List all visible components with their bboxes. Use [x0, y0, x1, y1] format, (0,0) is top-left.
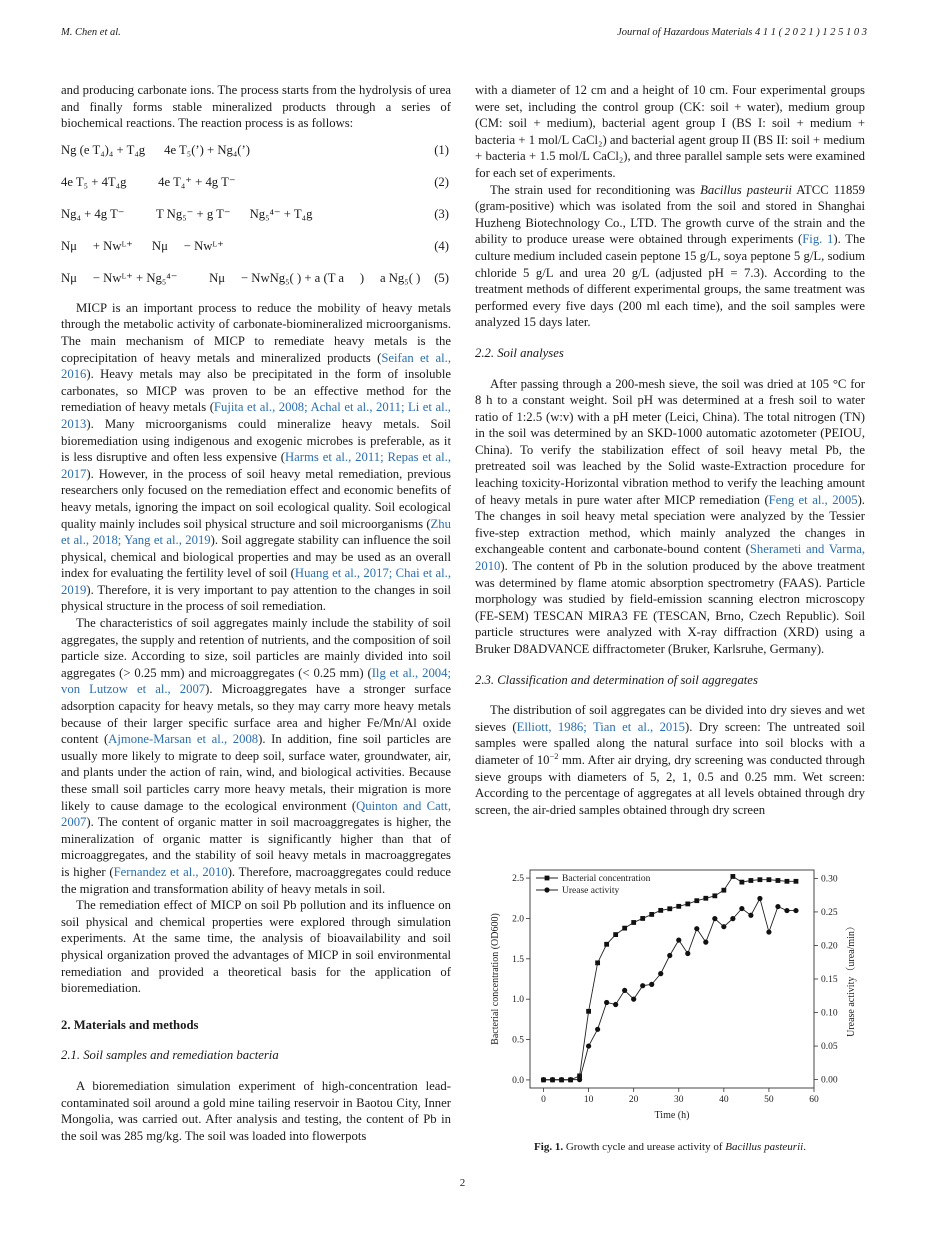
data-point-square: [694, 898, 699, 903]
legend-label: Urease activity: [562, 886, 620, 896]
citation-link[interactable]: Elliott, 1986; Tian et al., 2015: [516, 719, 685, 734]
data-point-circle: [631, 997, 636, 1002]
data-point-square: [785, 879, 790, 884]
pots-paragraph: with a diameter of 12 cm and a height of 10 cm. Four experimental groups were set, including the control group (CK: soil + water), medium group (CM: soil + medium), bacterial agent group I (BS I: soil + medium + bacteria + 1 mol/L CaCl₂) and bacterial agent group II (BS II: soil + medium + bacteria + 1.5 mol/L CaCl₂), and three parallel sample sets were examined for each set of experiments.: [475, 83, 865, 180]
y-tick-label: 2.0: [512, 914, 524, 925]
aggregates-paragraph: The characteristics of soil aggregates mainly include the stability of soil aggregates, the supply and retention of nutrients, and the composition of soil particle size. According to size, soil particles are mainly divided into soil aggregates (> 0.25 mm) and microaggregates (< 0.25 mm) (Ilg et al., 2004; von Lutzow et al., 2007). Microaggregates have a stronger surface adsorption capacity for heavy metals, so they may carry more heavy metals because of their larger specific surface area and higher Fe/Mn/Al oxide content (Ajmone-Marsan et al., 2008). In addition, fine soil particles are usually more likely to migrate to deep soil, surface water, groundwater, air, and plants under the action of rain, wind, and biological activities. Because these small soil particles carry more heavy metals, their migration is more likely to cause damage to the ecological environment (Quinton and Catt, 2007). The content of organic matter in soil macroaggregates is higher, the mineralization of organic matter is significantly higher than that of microaggregates, and the stability of soil heavy metals in macroaggregates is higher (Fernandez et al., 2010). Therefore, macroaggregates could reduce the migration and transformation ability of heavy metals in soil.: [61, 616, 451, 896]
y2-tick-label: 0.30: [821, 874, 838, 885]
figure-caption: Fig. 1. Growth cycle and urease activity of Bacillus pasteurii.: [534, 1141, 806, 1153]
x-tick-label: 20: [628, 1095, 639, 1105]
series-line-2: [544, 899, 796, 1080]
y-tick-label: 0.5: [512, 1035, 524, 1046]
equation-number: (5): [434, 270, 449, 285]
data-point-square: [586, 1009, 591, 1014]
plot-frame: [530, 870, 814, 1088]
data-point-square: [721, 888, 726, 893]
data-point-square: [794, 879, 799, 884]
y2-tick-label: 0.00: [821, 1075, 838, 1086]
micp-paragraph: MICP is an important process to reduce the mobility of heavy metals through the metabolic activity of carbonate-biomineralized microorganisms. The main mechanism of MICP to remediate heavy metals is the coprecipitation of heavy metals and mineralized products (Seifan et al., 2016). Heavy metals may also be precipitated in the form of insoluble carbonates, so MICP was proven to be an effective method for the remediation of heavy metals (Fujita et al., 2008; Achal et al., 2011; Li et al., 2013). Many microorganisms could mineralize heavy metals. Soil bioremediation using indigenous and exogenic microbes is preferable, as it is less disruptive and often less expensive (Harms et al., 2011; Repas et al., 2017). However, in the process of soil heavy metal remediation, previous researchers only focused on the remediation effect and economic benefits of heavy metals, ignoring the impact on soil ecological quality. Soil ecological quality mainly includes soil physical structure and soil microorganisms (Zhu et al., 2018; Yang et al., 2019). Soil aggregate stability can influence the soil physical, chemical and biological properties and may be used as an overall index for evaluating the fertility level of soil (Huang et al., 2017; Chai et al., 2019). Therefore, it is very important to pay attention to the changes in soil physical structure in the process of soil remediation.: [61, 300, 451, 614]
equation-text: 4e T₅ + 4T₄g 4e T₄⁺ + 4g T⁻: [61, 174, 236, 189]
equation-text: Ng₄ + 4g T⁻ T Ng₅⁻ + g T⁻ Ng₅⁴⁻ + T₄g: [61, 206, 313, 221]
equation-text: Nμ − Nwᴸ⁺ + Ng₅⁴⁻ Nμ − NwNg₅( ) + a (T a ) a Ng₅( ): [61, 270, 421, 285]
running-header-journal: Journal of Hazardous Materials 4 1 1 ( 2 0 2 1 ) 1 2 5 1 0 3: [617, 27, 867, 38]
x-tick-label: 40: [719, 1095, 729, 1105]
section-heading-materials: 2. Materials and methods: [61, 1017, 199, 1032]
y-tick-label: 0.0: [512, 1075, 524, 1086]
equation-text: Ng (e T₄)₄ + T₄g 4e T₅(’) + Ng₄(’): [61, 142, 250, 157]
y-tick-label: 1.5: [512, 954, 524, 965]
data-point-circle: [640, 983, 645, 988]
data-point-circle: [613, 1002, 618, 1007]
equation-row: [61, 206, 451, 228]
data-point-circle: [586, 1043, 591, 1048]
data-point-square: [703, 896, 708, 901]
simulation-paragraph: A bioremediation simulation experiment of high-concentration lead-contaminated soil around a gold mine tailing reservoir in Baotou City, Inner Mongolia, was carried out. After analysis and testing, the content of Pb in the soil was 285 mg/kg. The soil was loaded into flowerpots: [61, 1078, 451, 1143]
data-point-square: [758, 877, 763, 882]
data-point-circle: [649, 982, 654, 987]
citation-link[interactable]: Zhu et al., 2018; Yang et al., 2019: [61, 516, 451, 548]
data-point-circle: [622, 988, 627, 993]
equation-number: (3): [434, 206, 449, 221]
data-point-square: [776, 878, 781, 883]
data-point-square: [676, 904, 681, 909]
y2-tick-label: 0.15: [821, 975, 838, 985]
y2-tick-label: 0.05: [821, 1042, 838, 1053]
subsection-heading-soil-analyses: 2.2. Soil analyses: [475, 345, 564, 360]
citation-link[interactable]: Ajmone-Marsan et al., 2008: [108, 732, 259, 747]
left-column: [61, 82, 451, 1144]
legend-marker-square: [545, 876, 550, 881]
running-header-authors: M. Chen et al.: [61, 27, 121, 38]
data-point-circle: [685, 951, 690, 956]
data-point-square: [622, 926, 627, 931]
equation-text: Nμ + Nwᴸ⁺ Nμ − Nwᴸ⁺: [61, 238, 224, 253]
citation-link[interactable]: Feng et al., 2005: [768, 492, 858, 507]
equation-number: (1): [434, 142, 449, 157]
data-point-circle: [784, 908, 789, 913]
figure-growth-chart: [480, 862, 866, 1140]
data-point-circle: [694, 926, 699, 931]
data-point-circle: [775, 904, 780, 909]
citation-link[interactable]: Seifan et al., 2016: [61, 350, 451, 382]
data-point-square: [658, 908, 663, 913]
x-tick-label: 10: [583, 1095, 594, 1105]
equation-row: [61, 270, 451, 292]
legend-label: Bacterial concentration: [562, 874, 651, 884]
data-point-circle: [721, 924, 726, 929]
data-point-square: [748, 878, 753, 883]
strain-paragraph: The strain used for reconditioning was Bacillus pasteurii ATCC 11859 (gram-positive) which was isolated from the soil and stored in Shanghai Huzheng Biotechnology Co., LTD. The growth curve of the strain and the ability to produce urease were obtained through experiments (Fig. 1). The culture medium included casein peptone 15 g/L, soya peptone 5 g/L, sodium chloride 5 g/L and urea 20 g/L (adjusted pH = 7.3). According to the treatment methods of different experimental groups, the same treatment was performed every five days (200 ml each time), and the soil samples were analyzed 15 days later.: [475, 182, 865, 330]
equation-row: [61, 142, 451, 164]
y2-tick-label: 0.25: [821, 907, 838, 918]
equation-row: [61, 174, 451, 196]
y2-tick-label: 0.10: [821, 1008, 838, 1019]
data-point-circle: [730, 916, 735, 921]
data-point-square: [613, 932, 618, 937]
y2-tick-label: 0.20: [821, 941, 838, 952]
data-point-square: [730, 874, 735, 879]
citation-link[interactable]: Sherameti and Varma, 2010: [475, 542, 866, 574]
citation-link[interactable]: Huang et al., 2017; Chai et al., 2019: [61, 566, 451, 597]
citation-link[interactable]: Ilg et al., 2004; von Lutzow et al., 2007: [61, 665, 451, 697]
x-tick-label: 0: [541, 1095, 546, 1105]
data-point-square: [595, 960, 600, 965]
data-point-square: [604, 942, 609, 947]
data-point-circle: [550, 1077, 555, 1082]
data-point-circle: [703, 940, 708, 945]
x-tick-label: 60: [809, 1095, 819, 1105]
legend-marker-circle: [544, 887, 549, 892]
data-point-square: [631, 920, 636, 925]
citation-link[interactable]: Harms et al., 2011; Repas et al., 2017: [61, 450, 451, 481]
data-point-circle: [793, 908, 798, 913]
data-point-circle: [604, 1000, 609, 1005]
right-column: [475, 82, 865, 818]
y-axis-label: Bacterial concentration (OD600): [490, 913, 501, 1045]
data-point-square: [649, 912, 654, 917]
y-tick-label: 1.0: [512, 995, 524, 1006]
citation-link[interactable]: Quinton and Catt, 2007: [61, 798, 451, 830]
data-point-circle: [676, 937, 681, 942]
page-number: 2: [459, 1177, 466, 1189]
equation-number: (4): [434, 238, 449, 253]
data-point-square: [712, 893, 717, 898]
figure-link[interactable]: Fig. 1: [802, 232, 834, 247]
x-axis-label: Time (h): [654, 1110, 690, 1121]
data-point-square: [667, 906, 672, 911]
data-point-circle: [577, 1077, 582, 1082]
data-point-square: [685, 902, 690, 907]
data-point-square: [739, 880, 744, 885]
chart-svg: [480, 862, 866, 1140]
data-point-circle: [739, 906, 744, 911]
citation-link[interactable]: Fujita et al., 2008; Achal et al., 2011; Li et al., 2013: [61, 400, 451, 431]
equation-number: (2): [434, 174, 449, 189]
data-point-circle: [658, 971, 663, 976]
data-point-circle: [541, 1077, 546, 1082]
equation-row: [61, 238, 451, 260]
data-point-circle: [595, 1027, 600, 1032]
intro-paragraph: and producing carbonate ions. The process starts from the hydrolysis of urea and finally forms stable mineralized products through a series of biochemical reactions. The reaction process is as follows:: [61, 83, 451, 131]
subsection-heading-aggregates: 2.3. Classification and determination of soil aggregates: [475, 672, 758, 687]
remediation-paragraph: The remediation effect of MICP on soil Pb pollution and its influence on soil physical and chemical properties were explored through simulation experiments. At the same time, the analysis of bioavailability and soil physical organization proved the advantages of MICP in soil environmental remediation and provided a theoretical basis for the application of bioremediation.: [61, 898, 451, 996]
subsection-heading-soil-samples: 2.1. Soil samples and remediation bacteria: [61, 1048, 279, 1063]
data-point-circle: [766, 929, 771, 934]
species-name: Bacillus pasteurii: [700, 182, 792, 197]
data-point-circle: [712, 916, 717, 921]
data-point-circle: [667, 953, 672, 958]
x-tick-label: 50: [764, 1095, 774, 1105]
classification-paragraph: The distribution of soil aggregates can be divided into dry sieves and wet sieves (Elliott, 1986; Tian et al., 2015). Dry screen: The untreated soil samples were spalled along the natural surface into soil blocks with a diameter of $10^{-2}$ mm. After air drying, dry screening was conducted through sieve groups with diameters of 5, 2, 1, 0.5 and 0.25 mm. Wet screen: According to the percentage of aggregates at all levels obtained through dry screen, the air-dried samples obtained through dry screen: [475, 703, 865, 817]
y2-axis-label: Urease activity（urea/min）: [846, 921, 857, 1037]
data-point-square: [767, 877, 772, 882]
soil-analyses-paragraph: After passing through a 200-mesh sieve, the soil was dried at 105 °C for 8 h to a constant weight. Soil pH was determined at a fresh soil to water ratio of 1:2.5 (w:v) with a pH meter (Leici, China). The total nitrogen (TN) in the soil was determined by an SKD-1000 automatic azotometer (PEIOU, China). To verify the stabilization effect of soil heavy metal Pb, the pretreated soil was leached by the Solid waste-Extraction procedure for leaching toxicity-Horizontal vibration method to verify the leaching amount of heavy metals in pure water after MICP remediation (Feng et al., 2005). The changes in soil heavy metal speciation were analyzed by the Tessier five-step extraction method, which mainly analyzed the changes in exchangeable content and carbonate-bound content (Sherameti and Varma, 2010). The content of Pb in the solution produced by the above treatment was determined by flame atomic absorption spectrometry (FAAS). Particle morphology was studied by field-emission scanning electron microscopy (FE-SEM) TESCAN MIRA3 FE (TESCAN, Brno, Czech Republic). Soil particle structures were analyzed with X-ray diffraction (XRD) using a Bruker D8ADVANCE diffractometer (Bruker, Karlsruhe, Germany).: [475, 376, 866, 656]
data-point-circle: [748, 913, 753, 918]
data-point-circle: [559, 1077, 564, 1082]
data-point-circle: [568, 1077, 573, 1082]
y-tick-label: 2.5: [512, 874, 524, 885]
x-tick-label: 30: [674, 1095, 684, 1105]
equation-list: [61, 142, 451, 292]
data-point-square: [640, 916, 645, 921]
citation-link[interactable]: Fernandez et al., 2010: [113, 864, 228, 879]
data-point-circle: [757, 896, 762, 901]
